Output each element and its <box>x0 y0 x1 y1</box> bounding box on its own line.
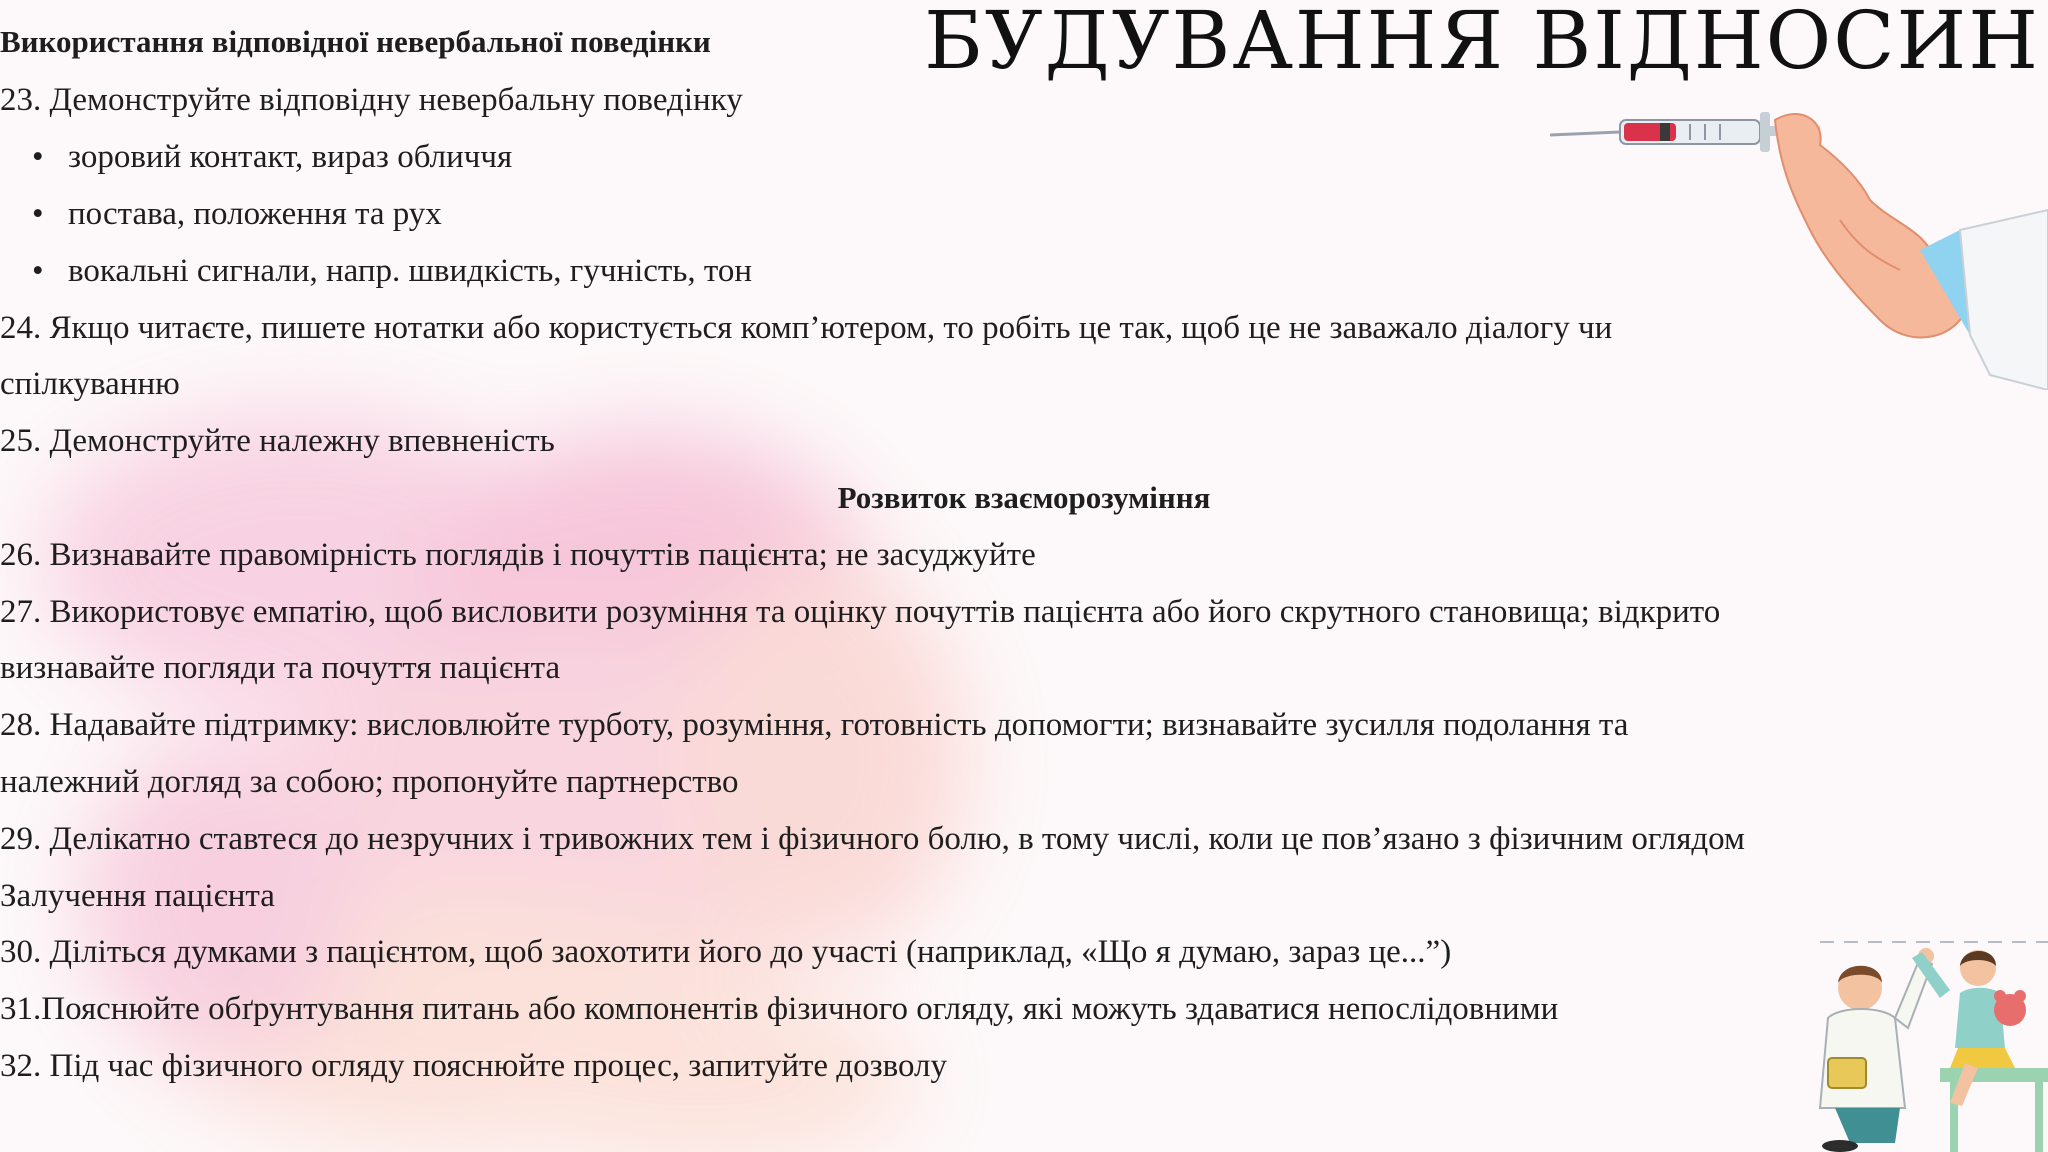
list-item-24-cont: спілкуванню <box>0 366 180 402</box>
bullet-item: • зоровий контакт, вираз обличчя <box>32 139 513 175</box>
list-item-27-cont: визнавайте погляди та почуття пацієнта <box>0 650 561 686</box>
needle-icon <box>1550 132 1620 135</box>
list-item-25: 25. Демонструйте належну впевненість <box>0 423 555 459</box>
bullet-dot-icon: • <box>32 139 44 175</box>
list-item-26: 26. Визнавайте правомірність поглядів і почуттів пацієнта; не засуджуйте <box>0 537 1036 573</box>
list-item-32: 32. Під час фізичного огляду пояснюйте процес, запитуйте дозволу <box>0 1048 948 1084</box>
bullet-item: • вокальні сигнали, напр. швидкість, гучність, тон <box>32 253 753 289</box>
section-heading-involvement: Залучення пацієнта <box>0 878 275 914</box>
doctor-child-illustration <box>1800 938 2048 1152</box>
list-item-27: 27. Використовує емпатію, щоб висловити розуміння та оцінку почуттів пацієнта або його скрутного становища; відкрито <box>0 594 1721 630</box>
section-heading-rapport: Розвиток взаєморозуміння <box>837 480 1211 515</box>
list-item-24: 24. Якщо читаєте, пишете нотатки або користується комп’ютером, то робіть це так, щоб це не заважало діалогу чи <box>0 310 1613 346</box>
list-item-30: 30. Діліться думками з пацієнтом, щоб заохотити його до участі (наприклад, «Що я думаю, зараз це...”) <box>0 934 1452 970</box>
bullet-item: • постава, положення та рух <box>32 196 442 232</box>
list-item-29: 29. Делікатно ставтеся до незручних і тривожних тем і фізичного болю, в тому числі, коли це пов’язано з фізичним оглядом <box>0 821 1745 857</box>
list-item-28-cont: належний догляд за собою; пропонуйте партнерство <box>0 764 739 800</box>
exam-table <box>1940 1068 2048 1082</box>
hand-icon <box>1775 114 1970 337</box>
section-heading-nonverbal: Використання відповідної невербальної поведінки <box>0 24 711 59</box>
list-item-23: 23. Демонструйте відповідну невербальну поведінку <box>0 82 743 118</box>
bullet-dot-icon: • <box>32 196 44 232</box>
page-title: БУДУВАННЯ ВІДНОСИН <box>924 0 2040 87</box>
coat-sleeve <box>1960 210 2048 390</box>
clipboard-icon <box>1828 1058 1866 1088</box>
bullet-dot-icon: • <box>32 253 44 289</box>
list-item-31: 31.Пояснюйте обґрунтування питань або компонентів фізичного огляду, які можуть здаватися непослідовними <box>0 991 1559 1027</box>
syringe-hand-illustration <box>1540 100 2048 390</box>
list-item-28: 28. Надавайте підтримку: висловлюйте турботу, розуміння, готовність допомогти; визнавайте зусилля подолання та <box>0 707 1629 743</box>
